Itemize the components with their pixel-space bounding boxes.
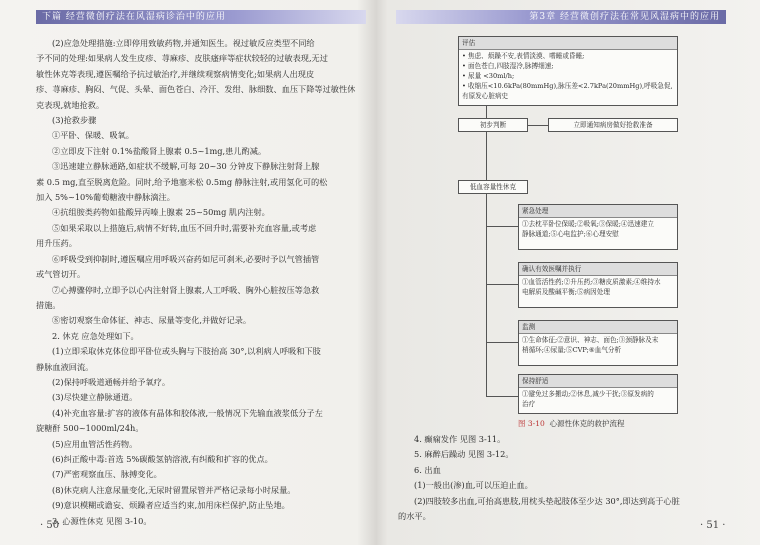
initial-judgment-box xyxy=(458,118,528,132)
text-line: 3. 心源性休克 见图 3-10。 xyxy=(52,515,152,526)
arrow-line xyxy=(528,125,548,126)
text-line: 敏性休克等表现,遵医嘱给予抗过敏治疗,并继续观察病情变化;如果病人出现皮 xyxy=(36,68,315,79)
text-line: (6)纠正酸中毒:首选 5%碳酸氢钠溶液,有纠酸和扩容的优点。 xyxy=(52,453,273,464)
figure-title: 心源性休克的救护流程 xyxy=(549,419,625,428)
text-line: 疹、荨麻疹、胸闷、气促、头晕、面色苍白、冷汗、发绀、脉细数、血压下降等过敏性休 xyxy=(36,84,356,95)
orders-line: ①血管活性药;②升压药;③糖皮质激素;④维持水 xyxy=(522,278,661,286)
orders-line: 电解质及酸碱平衡;⑤病因处理 xyxy=(522,288,610,296)
text-line: (1)一般出(渗)血,可以压迫止血。 xyxy=(414,480,533,491)
comfort-line: 治疗 xyxy=(522,400,536,408)
text-line: 用升压药。 xyxy=(36,238,77,249)
text-line: ⑧密切观察生命体征、神志、尿量等变化,并做好记录。 xyxy=(52,315,252,326)
right-header-text: 第3章 经营微创疗法在常见风湿病中的应用 xyxy=(529,12,720,22)
text-line: (2)保持呼吸道通畅并给予氧疗。 xyxy=(52,376,171,387)
emergency-line: 静脉通道;⑤心电监护;⑥心理安慰 xyxy=(522,230,619,238)
flowchart xyxy=(398,36,728,428)
assessment-items xyxy=(462,51,674,101)
emergency-box xyxy=(518,204,678,250)
text-line: ③迅速建立静脉通路,如症状不缓解,可每 20~30 分钟皮下静脉注射肾上腺 xyxy=(52,161,320,172)
text-line: (7)严密观察血压、脉搏变化。 xyxy=(52,469,162,480)
arrow-line xyxy=(486,226,518,227)
orders-title: 确认有效医嘱并执行 xyxy=(519,263,677,276)
left-running-header xyxy=(36,10,366,24)
hypovolemic-text: 低血容量性休克 xyxy=(469,183,517,191)
text-line: 5. 麻醉后躁动 见图 3-12。 xyxy=(414,449,514,460)
comfort-line: ①避免过多搬动;②休息,减少干扰;③原发病的 xyxy=(522,390,654,398)
assessment-line: • 收缩压<10.6kPa(80mmHg),脉压差<2.7kPa(20mmHg),呼吸急促, xyxy=(462,82,673,90)
text-line: (5)应用血管活性药物。 xyxy=(52,438,138,449)
text-line: 2. 休克 应急处理如下。 xyxy=(52,330,139,341)
text-line: ⑤如果采取以上措施后,病情不好转,血压不回升时,需要补充血容量,或考虑 xyxy=(52,222,317,233)
text-line: 6. 出血 xyxy=(414,464,441,475)
emergency-line: ①去枕平卧位保暖;②吸氧;③保暖;④迅速建立 xyxy=(522,220,654,228)
text-line: (3)抢救步骤 xyxy=(52,115,97,126)
text-line: 或气管切开。 xyxy=(36,269,86,280)
text-line: 的水平。 xyxy=(398,511,431,522)
assessment-line: • 尿量 <30ml/h; xyxy=(462,72,515,80)
left-header-text: 下篇 经营微创疗法在风湿病诊治中的应用 xyxy=(42,12,226,22)
figure-number: 图 3-10 xyxy=(518,419,545,428)
arrow-line xyxy=(486,342,518,343)
trunk-line xyxy=(486,194,487,396)
monitor-line: 梢循环;④尿量;⑤CVP;⑥血气分析 xyxy=(522,346,622,354)
left-page-body xyxy=(36,36,358,529)
left-page-number: · 50 · xyxy=(40,520,66,531)
monitor-line: ①生命体征;②意识、神志、面色;③颈静脉及末 xyxy=(522,336,659,344)
text-line: 4. 癫痫发作 见图 3-11。 xyxy=(414,434,506,444)
assessment-line: • 焦虑、烦躁不安,表情淡漠、嗜睡或昏睡; xyxy=(462,52,585,60)
monitor-title: 监测 xyxy=(519,321,677,334)
right-page-number: · 51 · xyxy=(700,520,726,531)
text-line: ④抗组胺类药物如盐酸异丙嗪上腺素 25~50mg 肌内注射。 xyxy=(52,207,270,218)
text-line: 措施。 xyxy=(36,299,61,310)
arrow-line xyxy=(486,396,518,397)
right-page-text xyxy=(398,432,728,524)
comfort-title: 保持舒适 xyxy=(519,375,677,388)
text-line: ①平卧、保暖、吸氧。 xyxy=(52,130,134,141)
text-line: ⑥呼吸受到抑制时,遵医嘱应用呼吸兴奋药如尼可刹米,必要时予以气管插管 xyxy=(52,253,320,264)
text-line: (3)尽快建立静脉通道。 xyxy=(52,392,138,403)
right-running-header xyxy=(396,10,726,24)
notify-text: 立即通知病房做好抢救准备 xyxy=(573,121,653,129)
text-line: 克表现,就地抢救。 xyxy=(36,99,105,110)
text-line: 予不同的处理:如果病人发生皮疹、荨麻疹、皮肤瘙痒等症状较轻的过敏表现,无过 xyxy=(36,53,328,64)
text-line: 素 0.5 mg,直至脱离危险。同时,给予地塞米松 0.5mg 静脉注射,或用氢化可的松 xyxy=(36,176,328,187)
arrow-line xyxy=(486,284,518,285)
text-line: (1)立即采取休克体位即平卧位或头胸与下肢抬高 30°,以利病人呼吸和下肢 xyxy=(52,346,321,357)
notify-box xyxy=(548,118,678,132)
hypovolemic-box xyxy=(458,180,528,194)
right-page-body xyxy=(398,36,728,522)
assessment-line: 有原发心脏病史 xyxy=(462,92,509,100)
arrow-line xyxy=(486,132,487,180)
text-line: ②立即皮下注射 0.1%盐酸肾上腺素 0.5~1mg,患儿酌减。 xyxy=(52,145,267,156)
text-line: (4)补充血容量:扩容的液体有晶体和胶体液,一般情况下先输血液浆低分子左 xyxy=(52,407,323,418)
initial-judgment-text: 初步判断 xyxy=(479,121,507,129)
assessment-line: • 面色苍白,四肢湿冷,脉搏细速; xyxy=(462,62,554,70)
monitor-box xyxy=(518,320,678,366)
orders-box xyxy=(518,262,678,308)
assessment-title: 评估 xyxy=(459,37,677,50)
text-line: 静脉血液回流。 xyxy=(36,361,94,372)
text-line: (2)应急处理措施:立即停用致敏药物,并通知医生。视过敏反应类型不同给 xyxy=(52,38,315,48)
text-line: (2)四肢较多出血,可抬高患肢,用枕头垫起肢体至少达 30°,即达到高于心脏 xyxy=(414,495,680,506)
comfort-box xyxy=(518,374,678,414)
assessment-box xyxy=(458,36,678,106)
text-line: (9)意识模糊或谵妄、烦躁者应适当约束,加用床栏保护,防止坠地。 xyxy=(52,500,290,511)
text-line: 加入 5%~10%葡萄糖液中静脉滴注。 xyxy=(36,192,175,203)
emergency-title: 紧急处理 xyxy=(519,205,677,218)
text-line: 旋糖酐 500~1000ml/24h。 xyxy=(36,423,144,434)
arrow-line xyxy=(486,106,487,118)
text-line: (8)休克病人注意尿量变化,无尿时留置尿管并严格记录每小时尿量。 xyxy=(52,484,296,495)
text-line: ⑦心搏骤停时,立即予以心内注射肾上腺素,人工呼吸、胸外心脏按压等急救 xyxy=(52,284,320,295)
figure-caption xyxy=(518,418,625,429)
